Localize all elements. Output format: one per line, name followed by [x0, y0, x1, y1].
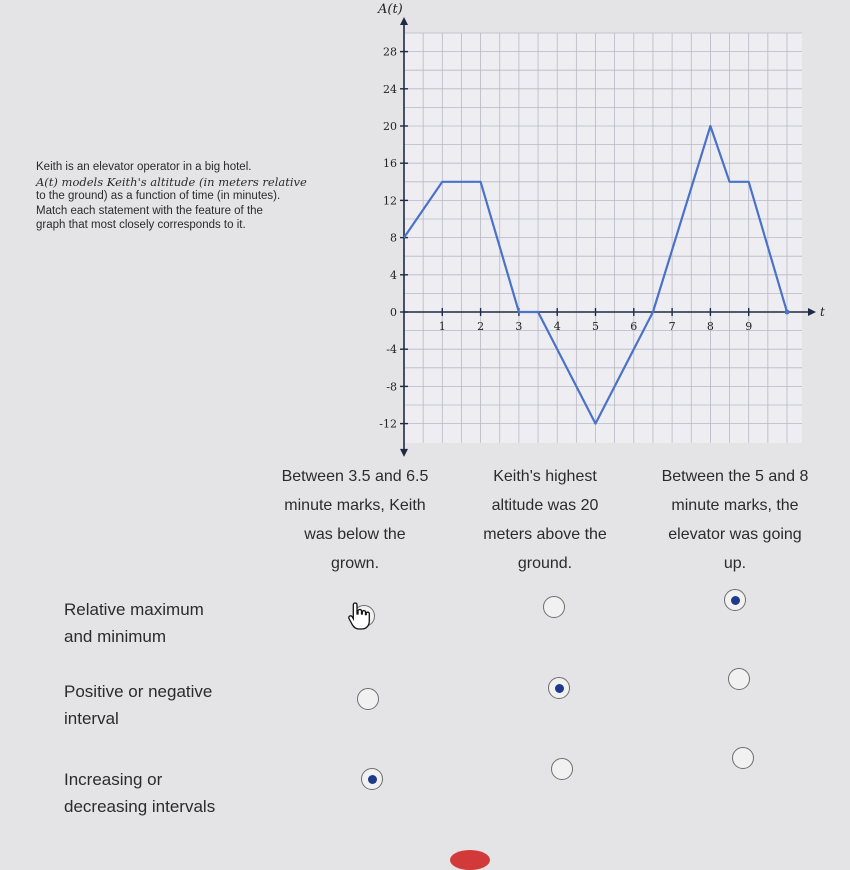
column-heading-line: up.: [723, 555, 747, 572]
column-heading-highest-altitude: [450, 462, 640, 578]
column-heading-line: Keith's highest: [493, 468, 597, 485]
x-tick-label: 2: [477, 320, 485, 333]
x-axis-arrow: [808, 308, 816, 316]
notification-dot: [450, 850, 490, 870]
column-heading-line: altitude was 20: [491, 497, 599, 514]
radio-r3-c3[interactable]: [732, 747, 754, 769]
y-tick-label: -8: [386, 380, 397, 394]
hand-cursor-icon: [346, 601, 372, 631]
row-label-line: Increasing or: [64, 770, 163, 789]
question-prompt: [36, 160, 346, 233]
y-axis-arrow: [400, 17, 408, 25]
x-tick-label: 1: [438, 320, 446, 333]
y-tick-label: -4: [386, 343, 397, 357]
y-axis-arrow-down: [400, 449, 408, 457]
y-tick-label: -12: [379, 417, 397, 431]
column-heading-line: Between 3.5 and 6.5: [281, 468, 429, 485]
row-label-line: Positive or negative: [64, 682, 213, 701]
column-heading-line: elevator was going: [668, 526, 802, 543]
column-heading-line: meters above the: [483, 526, 607, 543]
column-heading-going-up: [640, 462, 830, 578]
x-tick-label: 4: [553, 320, 561, 333]
prompt-line: Match each statement with the feature of the: [36, 204, 263, 217]
column-heading-line: was below the: [304, 526, 406, 543]
row-label-line: decreasing intervals: [64, 797, 216, 816]
x-tick-label: 9: [745, 320, 753, 333]
radio-r2-c3[interactable]: [728, 668, 750, 690]
altitude-graph: [340, 2, 825, 447]
prompt-line: graph that most closely corresponds to it.: [36, 219, 246, 231]
row-label-increasing-decreasing: [64, 766, 324, 820]
x-tick-label: 6: [630, 320, 638, 333]
y-tick-label: 28: [383, 45, 397, 59]
y-tick-label: 8: [390, 231, 397, 245]
altitude-chart: [340, 2, 825, 447]
column-heading-below-ground: [260, 462, 450, 578]
series-endpoint: [785, 310, 790, 315]
prompt-line: A(t) models Keith's altitude (in meters relative: [36, 174, 307, 189]
prompt-line: Keith is an elevator operator in a big hotel.: [36, 161, 252, 173]
radio-r1-c2[interactable]: [543, 596, 565, 618]
column-heading-line: Between the 5 and 8: [661, 468, 809, 485]
y-tick-label: 20: [383, 120, 397, 133]
x-tick-label: 5: [592, 320, 599, 333]
column-heading-line: minute marks, the: [671, 497, 799, 514]
column-heading-line: ground.: [517, 555, 573, 572]
radio-r2-c1[interactable]: [357, 688, 379, 710]
radio-r1-c3[interactable]: [724, 589, 746, 611]
y-tick-label: 4: [390, 268, 397, 282]
column-heading-line: grown.: [330, 555, 380, 572]
x-tick-label: 3: [515, 320, 523, 333]
y-tick-label: 0: [390, 306, 397, 319]
radio-r2-c2[interactable]: [548, 677, 570, 699]
x-tick-label: 8: [706, 320, 714, 333]
y-tick-label: 24: [383, 82, 397, 96]
row-label-positive-negative: [64, 678, 324, 732]
column-heading-line: minute marks, Keith: [284, 497, 426, 514]
x-axis-label: t: [820, 305, 825, 319]
y-tick-label: 16: [383, 157, 397, 171]
y-axis-label: A(t): [378, 2, 403, 17]
radio-r3-c2[interactable]: [551, 758, 573, 780]
row-label-line: Relative maximum: [64, 600, 204, 619]
row-label-line: and minimum: [64, 627, 167, 646]
row-label-relative-max-min: [64, 596, 324, 650]
x-tick-label: 7: [668, 320, 676, 333]
row-label-line: interval: [64, 709, 119, 728]
prompt-line: to the ground) as a function of time (in minutes).: [36, 190, 281, 202]
radio-r3-c1[interactable]: [361, 768, 383, 790]
y-tick-label: 12: [383, 194, 397, 208]
